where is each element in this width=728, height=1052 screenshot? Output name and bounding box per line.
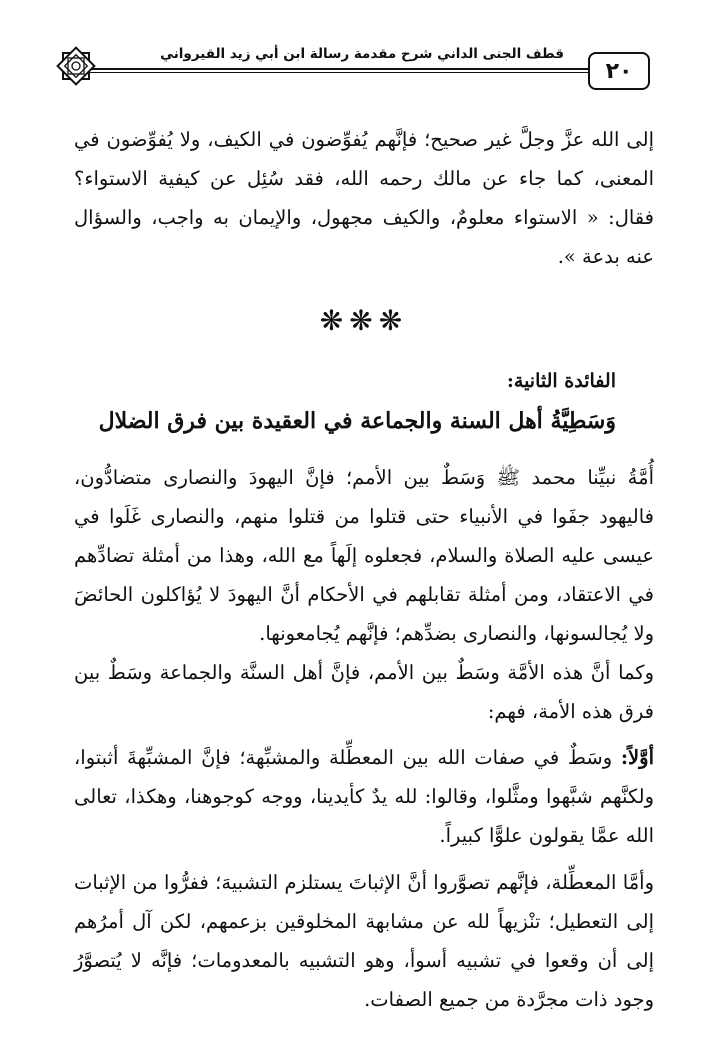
- octagonal-star-ornament-icon: [54, 44, 98, 88]
- paragraph-text: وكما أنَّ هذه الأمَّة وسَطٌ بين الأمم، فإنَّ أهل السنَّة والجماعة وسَطٌ بين فرق هذه الأمة، فهم:: [74, 661, 654, 723]
- paragraph-2: [74, 458, 654, 653]
- header-rule-thin: [62, 72, 650, 73]
- paragraph-text: إلى الله عزَّ وجلَّ غير صحيح؛ فإنَّهم يُفوِّضون في الكيف، ولا يُفوِّضون في المعنى، كما جاء عن مالك رحمه الله، فقد سُئِل عن كيفية الاستواء؟ فقال: « الاستواء معلومٌ، والكيف مجهول، والإيمان به واجب، والسؤال عنه بدعة ».: [74, 128, 654, 268]
- paragraph-1: [74, 120, 654, 276]
- paragraph-4: [74, 738, 654, 855]
- paragraph-text: وأمَّا المعطِّلة، فإنَّهم تصوَّروا أنَّ الإثباتَ يستلزم التشبيهَ؛ ففرُّوا من الإثبات إلى التعطيل؛ تنْزيهاً لله عن مشابهة المخلوقين بزعمهم، لكن آل أمرُهم إلى أن وقعوا في تشبيه أسوأ، وهو التشبيه بالمعدومات؛ فإنَّه لا يُتصوَّرُ وجود ذات مجرَّدة من جميع الصفات.: [74, 871, 654, 1011]
- paragraph-3: [74, 653, 654, 731]
- section-separator: ❋❋❋: [319, 304, 409, 337]
- page-header: [62, 38, 650, 96]
- running-title: قطف الجنى الداني شرح مقدمة رسالة ابن أبي زيد القيرواني: [92, 46, 570, 62]
- page-number: ٢٠: [588, 52, 650, 90]
- paragraph-lead: أوَّلاً:: [620, 746, 654, 769]
- header-rule: [62, 68, 650, 70]
- paragraph-text: أُمَّةُ نبيِّنا محمد ﷺ وَسَطٌ بين الأمم؛ فإنَّ اليهودَ والنصارى متضادُّون، فاليهود جفَوا في الأنبياء حتى قتلوا من قتلوا منهم، والنصارى غَلَوا في عيسى عليه الصلاة والسلام، فجعلوه إلَهاً مع الله، وهذا من أمثلة تضادِّهم في الاعتقاد، ومن أمثلة تقابلهم في الأحكام أنَّ اليهودَ لا يُؤاكلون الحائضَ ولا يُجالسونها، والنصارى بضدِّهم؛ فإنَّهم يُجامعونها.: [74, 466, 654, 645]
- paragraph-text: وسَطٌ في صفات الله بين المعطِّلة والمشبِّهة؛ فإنَّ المشبِّهةَ أثبتوا، ولكنَّهم شبَّهوا ومثَّلوا، وقالوا: لله يدٌ كأيدينا، ووجه كوجوهنا، وهكذا، تعالى الله عمَّا يقولون علوًّا كبيراً.: [74, 746, 654, 847]
- benefit-label: الفائدة الثانية:: [506, 370, 616, 392]
- paragraph-5: [74, 863, 654, 1019]
- section-heading: وَسَطِيَّةُ أهل السنة والجماعة في العقيدة بين فرق الضلال: [98, 408, 616, 434]
- paragraph-text-wrapper: [74, 738, 654, 855]
